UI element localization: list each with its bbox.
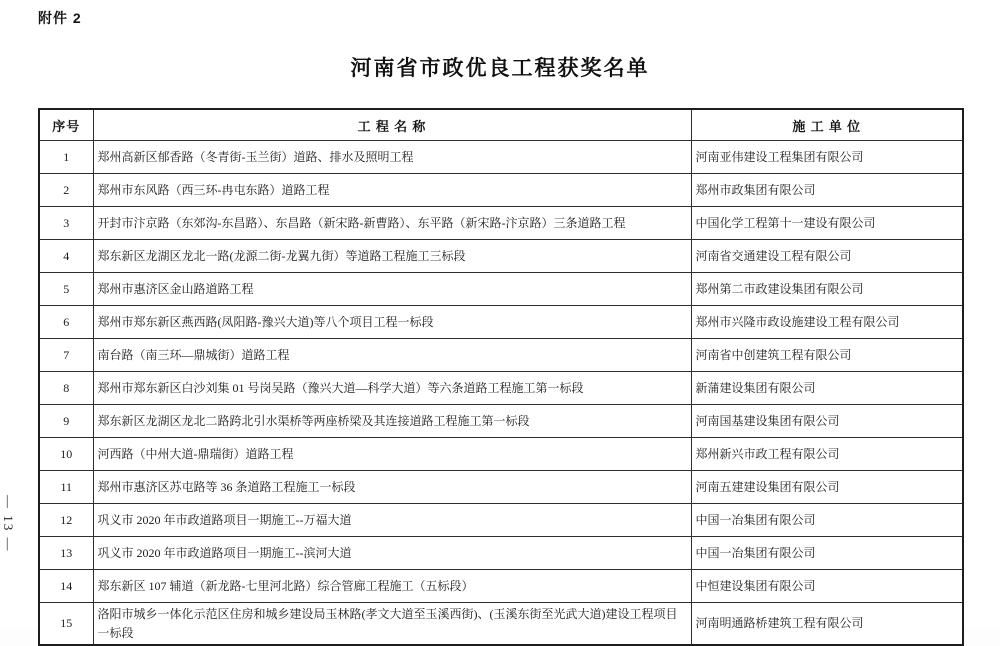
row-project: 郑州市惠济区苏屯路等 36 条道路工程施工一标段: [93, 471, 691, 504]
row-project: 郑州市郑东新区燕西路(凤阳路-豫兴大道)等八个项目工程一标段: [93, 306, 691, 339]
row-project: 郑东新区龙湖区龙北一路(龙源二街-龙翼九街）等道路工程施工三标段: [93, 240, 691, 273]
row-company: 河南五建建设集团有限公司: [691, 471, 963, 504]
table-row: [39, 141, 963, 174]
row-company: 郑州新兴市政工程有限公司: [691, 438, 963, 471]
row-project: 郑州市郑东新区白沙刘集 01 号岗吴路（豫兴大道—科学大道）等六条道路工程施工第一标段: [93, 372, 691, 405]
row-company: 中国化学工程第十一建设有限公司: [691, 207, 963, 240]
table-row: [39, 372, 963, 405]
row-index: 15: [39, 603, 93, 646]
row-project: 郑州市东风路（西三环-冉屯东路）道路工程: [93, 174, 691, 207]
row-project: 郑东新区 107 辅道（新龙路-七里河北路）综合管廊工程施工（五标段）: [93, 570, 691, 603]
award-table: [38, 108, 964, 646]
row-index: 2: [39, 174, 93, 207]
table-row: [39, 504, 963, 537]
table-header-row: [39, 109, 963, 141]
row-project: 郑东新区龙湖区龙北二路跨北引水渠桥等两座桥梁及其连接道路工程施工第一标段: [93, 405, 691, 438]
header-project-name: 工 程 名 称: [93, 109, 691, 141]
row-company: 中国一冶集团有限公司: [691, 504, 963, 537]
row-company: 河南明通路桥建筑工程有限公司: [691, 603, 963, 646]
row-index: 10: [39, 438, 93, 471]
row-project: 巩义市 2020 年市政道路项目一期施工--滨河大道: [93, 537, 691, 570]
row-company: 河南省中创建筑工程有限公司: [691, 339, 963, 372]
row-index: 14: [39, 570, 93, 603]
table-row: [39, 405, 963, 438]
table-row: [39, 306, 963, 339]
table-row: [39, 537, 963, 570]
row-project: 开封市汴京路（东郊沟-东昌路）、东昌路（新宋路-新曹路）、东平路（新宋路-汴京路）三条道路工程: [93, 207, 691, 240]
row-index: 5: [39, 273, 93, 306]
row-company: 河南国基建设集团有限公司: [691, 405, 963, 438]
table-row: [39, 603, 963, 646]
page-number: — 13 —: [1, 495, 16, 553]
row-index: 1: [39, 141, 93, 174]
table-row: [39, 570, 963, 603]
row-company: 郑州第二市政建设集团有限公司: [691, 273, 963, 306]
table-row: [39, 240, 963, 273]
row-index: 7: [39, 339, 93, 372]
attachment-label: 附件 2: [38, 10, 82, 26]
row-company: 郑州市政集团有限公司: [691, 174, 963, 207]
row-index: 6: [39, 306, 93, 339]
row-index: 3: [39, 207, 93, 240]
table-row: [39, 438, 963, 471]
row-company: 河南省交通建设工程有限公司: [691, 240, 963, 273]
row-project: 洛阳市城乡一体化示范区住房和城乡建设局玉林路(孝文大道至玉溪西街)、(玉溪东街至光武大道)建设工程项目一标段: [93, 603, 691, 646]
row-company: 中恒建设集团有限公司: [691, 570, 963, 603]
row-project: 郑州市惠济区金山路道路工程: [93, 273, 691, 306]
row-project: 巩义市 2020 年市政道路项目一期施工--万福大道: [93, 504, 691, 537]
table-row: [39, 174, 963, 207]
row-company: 郑州市兴隆市政设施建设工程有限公司: [691, 306, 963, 339]
header-construction-company: 施 工 单 位: [691, 109, 963, 141]
row-project: 郑州高新区郁香路（冬青街-玉兰街）道路、排水及照明工程: [93, 141, 691, 174]
table-row: [39, 273, 963, 306]
row-index: 12: [39, 504, 93, 537]
table-row: [39, 207, 963, 240]
row-project: 河西路（中州大道-鼎瑞街）道路工程: [93, 438, 691, 471]
table-row: [39, 471, 963, 504]
row-company: 新蒲建设集团有限公司: [691, 372, 963, 405]
table-row: [39, 339, 963, 372]
row-index: 13: [39, 537, 93, 570]
row-index: 8: [39, 372, 93, 405]
row-company: 中国一冶集团有限公司: [691, 537, 963, 570]
row-index: 9: [39, 405, 93, 438]
table-body: [39, 141, 963, 646]
row-project: 南台路（南三环—鼎城街）道路工程: [93, 339, 691, 372]
header-index: 序号: [39, 109, 93, 141]
row-index: 11: [39, 471, 93, 504]
page-title: 河南省市政优良工程获奖名单: [350, 57, 650, 80]
row-index: 4: [39, 240, 93, 273]
row-company: 河南亚伟建设工程集团有限公司: [691, 141, 963, 174]
